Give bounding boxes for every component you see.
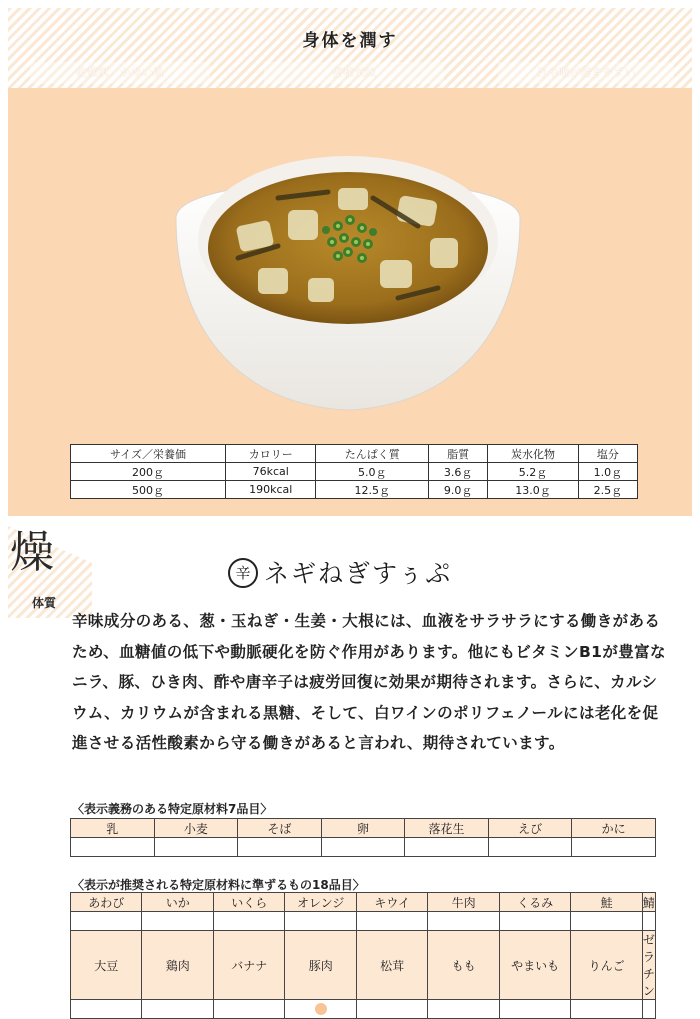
nutrition-cell: 1.0ｇ (578, 463, 637, 481)
allergen-recommended-label: 〈表示が推奨される特定原材料に準ずるもの18品目〉 (72, 878, 365, 892)
allergen-mark-cell (213, 1000, 284, 1019)
nutrition-header-carbs: 炭水化物 (488, 445, 578, 463)
nutrition-cell: 13.0ｇ (488, 481, 578, 499)
nutrition-cell: 500ｇ (71, 481, 226, 499)
constitution-badge-text (8, 526, 92, 618)
allergen-item: 鯖 (642, 893, 655, 912)
nutrition-cell: 5.0ｇ (316, 463, 429, 481)
allergen-item: キウイ (356, 893, 427, 912)
spicy-mark-icon: 辛 (228, 558, 258, 588)
allergen-required-table (70, 818, 656, 857)
allergen-item: ゼラチン (642, 931, 655, 1000)
allergen-required-label: 〈表示義務のある特定原材料7品目〉 (72, 802, 273, 816)
tag-dry-throat: 目や喉が渇きやすい (498, 62, 674, 84)
dish-photo-panel (8, 88, 692, 516)
allergen-mark-cell (356, 1000, 427, 1019)
allergen-mark-cell (71, 1000, 142, 1019)
soup-bowl-image (168, 128, 528, 428)
allergen-mark-cell (213, 912, 284, 931)
nutrition-header-size: サイズ／栄養価 (71, 445, 226, 463)
allergen-required-header-row (71, 819, 656, 838)
page-title: 身体を潤す (302, 31, 398, 51)
allergen-recommended-mark-row1 (71, 912, 656, 931)
allergen-recommended-row1 (71, 893, 656, 912)
allergen-mark-cell (405, 838, 489, 857)
tag-dry-skin: 乾燥肌・かゆい肌 (30, 62, 210, 84)
allergen-mark-cell (499, 912, 570, 931)
contains-dot-icon (315, 1003, 327, 1015)
allergen-mark-cell (499, 1000, 570, 1019)
badge-kanji: 燥 (10, 527, 54, 578)
allergen-mark-cell (154, 838, 238, 857)
allergen-item: いか (142, 893, 213, 912)
allergen-item: 乳 (71, 819, 155, 838)
dish-description: 辛味成分のある、葱・玉ねぎ・生姜・大根には、血液をサラサラにする働きがあるため、血糖値の低下や動脈硬化を防ぐ作用があります。他にもビタミンB1が豊富なニラ、豚、ひき肉、酢や唐辛子は疲労回復に効果が期待されます。さらに、カルシウム、カリウムが含まれる黒糖、そして、白ワインのポリフェノールには老化を促進させる活性酸素から守る働きがあると言われ、期待されています。 (72, 612, 666, 752)
allergen-item: オレンジ (285, 893, 356, 912)
allergen-mark-cell (238, 838, 322, 857)
allergen-item: 小麦 (154, 819, 238, 838)
header-banner (8, 8, 692, 88)
nutrition-header-calorie: カロリー (226, 445, 316, 463)
badge-subtitle: 体質 (32, 596, 57, 610)
allergen-recommended-row2 (71, 931, 656, 1000)
allergen-item: もも (428, 931, 499, 1000)
allergen-mark-cell-pork (285, 1000, 356, 1019)
nutrition-cell: 2.5ｇ (578, 481, 637, 499)
allergen-recommended-mark-row2 (71, 1000, 656, 1019)
nutrition-row (71, 463, 638, 481)
allergen-item: 松茸 (356, 931, 427, 1000)
allergen-item: バナナ (213, 931, 284, 1000)
allergen-item: 落花生 (405, 819, 489, 838)
allergen-mark-cell (572, 838, 656, 857)
allergen-mark-cell (285, 912, 356, 931)
nutrition-table (70, 444, 638, 499)
nutrition-cell: 9.0ｇ (428, 481, 487, 499)
allergen-mark-cell (321, 838, 405, 857)
allergen-mark-cell (428, 1000, 499, 1019)
nutrition-cell: 5.2ｇ (488, 463, 578, 481)
nutrition-cell: 190kcal (226, 481, 316, 499)
allergen-item: そば (238, 819, 322, 838)
allergen-item: 卵 (321, 819, 405, 838)
nutrition-header-protein: たんぱく質 (316, 445, 429, 463)
nutrition-cell: 200ｇ (71, 463, 226, 481)
allergen-item: りんご (571, 931, 642, 1000)
nutrition-cell: 12.5ｇ (316, 481, 429, 499)
allergen-mark-cell (571, 1000, 642, 1019)
nutrition-row (71, 481, 638, 499)
tag-constipation: 便秘気味 (264, 62, 444, 84)
allergen-mark-cell (142, 1000, 213, 1019)
dish-name: ネギねぎすぅぷ (264, 559, 453, 588)
nutrition-header-row (71, 445, 638, 463)
allergen-item: くるみ (499, 893, 570, 912)
allergen-item: 豚肉 (285, 931, 356, 1000)
nutrition-cell: 76kcal (226, 463, 316, 481)
allergen-item: かに (572, 819, 656, 838)
allergen-mark-cell (488, 838, 572, 857)
allergen-item: 鮭 (571, 893, 642, 912)
nutrition-header-fat: 脂質 (428, 445, 487, 463)
allergen-mark-cell (642, 912, 655, 931)
nutrition-cell: 3.6ｇ (428, 463, 487, 481)
allergen-mark-cell (71, 912, 142, 931)
allergen-item: 牛肉 (428, 893, 499, 912)
allergen-item: いくら (213, 893, 284, 912)
allergen-mark-cell (642, 1000, 655, 1019)
allergen-recommended-table (70, 892, 656, 1019)
dish-title (228, 556, 452, 592)
allergen-mark-cell (142, 912, 213, 931)
allergen-mark-cell (571, 912, 642, 931)
allergen-mark-cell (428, 912, 499, 931)
allergen-item: 鶏肉 (142, 931, 213, 1000)
allergen-required-mark-row (71, 838, 656, 857)
nutrition-header-salt: 塩分 (578, 445, 637, 463)
allergen-mark-cell (356, 912, 427, 931)
allergen-item: あわび (71, 893, 142, 912)
allergen-item: 大豆 (71, 931, 142, 1000)
allergen-item: やまいも (499, 931, 570, 1000)
allergen-mark-cell (71, 838, 155, 857)
allergen-item: えび (488, 819, 572, 838)
